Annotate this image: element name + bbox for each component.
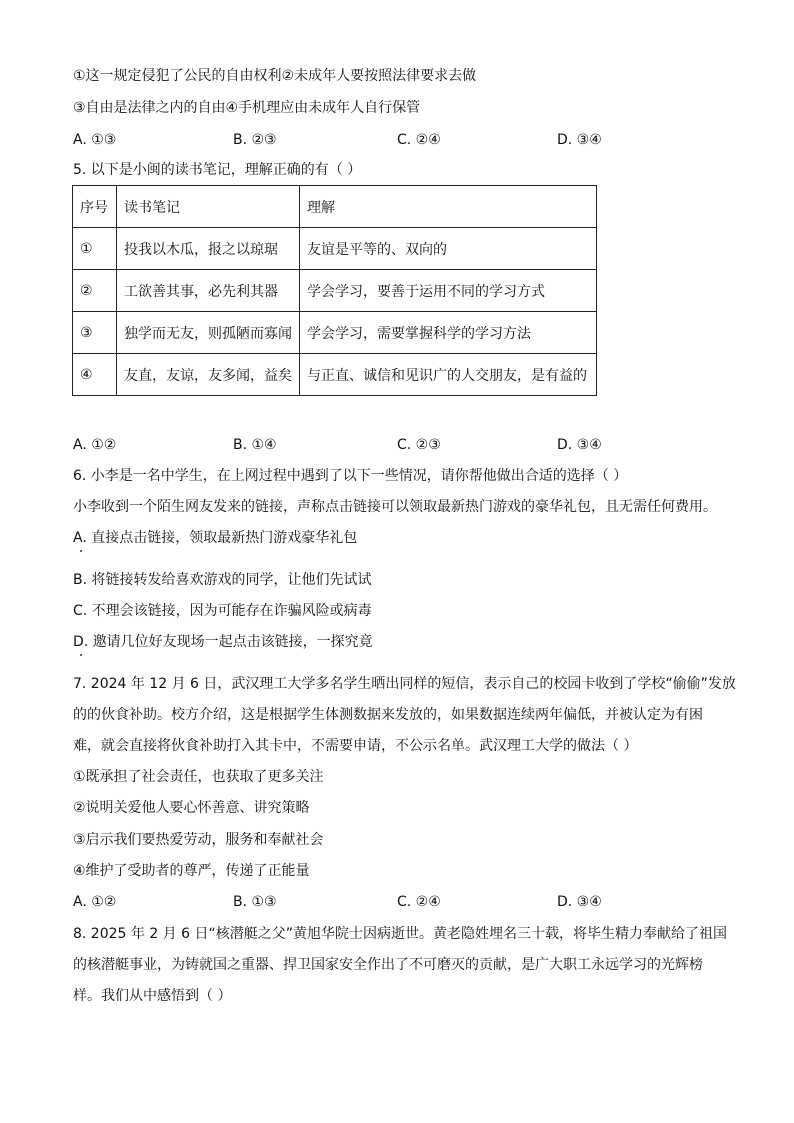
q8-stem-line-1: 8. 2025 年 2 月 6 日“核潜艇之父”黄旭华院士因病逝世。黄老隐姓埋名三十载，将毕生精力奉献给了祖国 (73, 926, 728, 942)
table-row (73, 312, 597, 354)
table-header-row (73, 186, 597, 228)
statement-line-2: ③自由是法律之内的自由④手机理应由未成年人自行保管 (73, 100, 421, 116)
q5-option-a[interactable]: A. ①② (73, 437, 117, 453)
row-index: ② (73, 270, 117, 312)
row-note: 投我以木瓜，报之以琼琚 (117, 228, 300, 270)
q7-option-d[interactable]: D. ③④ (557, 894, 602, 910)
q6-stem: 6. 小李是一名中学生，在上网过程中遇到了以下一些情况，请你帮他做出合适的选择（ ） (73, 468, 628, 484)
q5-options (73, 435, 633, 455)
row-note: 友直，友谅，友多闻，益矣 (117, 354, 300, 396)
q6-option-b[interactable]: B. 将链接转发给喜欢游戏的同学，让他们先试试 (73, 572, 372, 588)
table-row (73, 228, 597, 270)
q4-options (73, 130, 633, 150)
row-index: ④ (73, 354, 117, 396)
q7-stem-line-2: 的的伙食补助。校方介绍，这是根据学生体测数据来发放的，如果数据连续两年偏低，并被认定为有困 (73, 707, 703, 723)
q7-stem-line-3: 难，就会直接将伙食补助打入其卡中，不需要申请，不公示名单。武汉理工大学的做法（ ） (73, 738, 638, 754)
q7-stem-line-1: 7. 2024 年 12 月 6 日，武汉理工大学多名学生晒出同样的短信，表示自己的校园卡收到了学校“偷偷”发放 (73, 676, 736, 692)
q4-option-d[interactable]: D. ③④ (557, 132, 602, 148)
decorative-dot (80, 654, 82, 656)
q4-option-a[interactable]: A. ①③ (73, 132, 117, 148)
row-note: 独学而无友，则孤陋而寡闻 (117, 312, 300, 354)
q5-option-c[interactable]: C. ②③ (397, 437, 441, 453)
decorative-dot (80, 550, 82, 552)
q4-option-c[interactable]: C. ②④ (397, 132, 441, 148)
q7-option-b[interactable]: B. ①③ (233, 894, 277, 910)
q5-stem: 5. 以下是小闽的读书笔记，理解正确的有（ ） (73, 162, 362, 178)
table-row (73, 270, 597, 312)
q7-option-a[interactable]: A. ①② (73, 894, 117, 910)
q7-option-c[interactable]: C. ②④ (397, 894, 441, 910)
reading-notes-table (72, 185, 597, 396)
q7-options (73, 892, 633, 912)
header-understanding: 理解 (300, 186, 597, 228)
q6-option-a[interactable]: A. 直接点击链接，领取最新热门游戏豪华礼包 (73, 530, 358, 546)
statement-line-1: ①这一规定侵犯了公民的自由权利②未成年人要按照法律要求去做 (73, 68, 477, 84)
table-row (73, 354, 597, 396)
row-understanding: 学会学习，需要掌握科学的学习方法 (300, 312, 597, 354)
q6-option-c[interactable]: C. 不理会该链接，因为可能存在诈骗风险或病毒 (73, 603, 372, 619)
q5-option-b[interactable]: B. ①④ (233, 437, 277, 453)
row-index: ① (73, 228, 117, 270)
q5-option-d[interactable]: D. ③④ (557, 437, 602, 453)
header-note: 读书笔记 (117, 186, 300, 228)
row-understanding: 学会学习，要善于运用不同的学习方式 (300, 270, 597, 312)
q6-context: 小李收到一个陌生网友发来的链接，声称点击链接可以领取最新热门游戏的豪华礼包，且无需任何费用。 (73, 499, 717, 515)
q8-stem-line-2: 的核潜艇事业，为铸就国之重器、捍卫国家安全作出了不可磨灭的贡献，是广大职工永远学习的光辉榜 (73, 957, 703, 973)
q8-stem-line-3: 样。我们从中感悟到（ ） (73, 988, 232, 1004)
q7-statement-4: ④维护了受助者的尊严，传递了正能量 (73, 863, 310, 879)
row-understanding: 友谊是平等的、双向的 (300, 228, 597, 270)
q7-statement-3: ③启示我们要热爱劳动，服务和奉献社会 (73, 832, 324, 848)
q4-option-b[interactable]: B. ②③ (233, 132, 277, 148)
q7-statement-1: ①既承担了社会责任，也获取了更多关注 (73, 769, 324, 785)
q7-statement-2: ②说明关爱他人要心怀善意、讲究策略 (73, 800, 310, 816)
row-index: ③ (73, 312, 117, 354)
row-understanding: 与正直、诚信和见识广的人交朋友，是有益的 (300, 354, 597, 396)
row-note: 工欲善其事，必先利其器 (117, 270, 300, 312)
q6-option-d[interactable]: D. 邀请几位好友现场一起点击该链接，一探究竟 (73, 634, 373, 650)
header-index: 序号 (73, 186, 117, 228)
